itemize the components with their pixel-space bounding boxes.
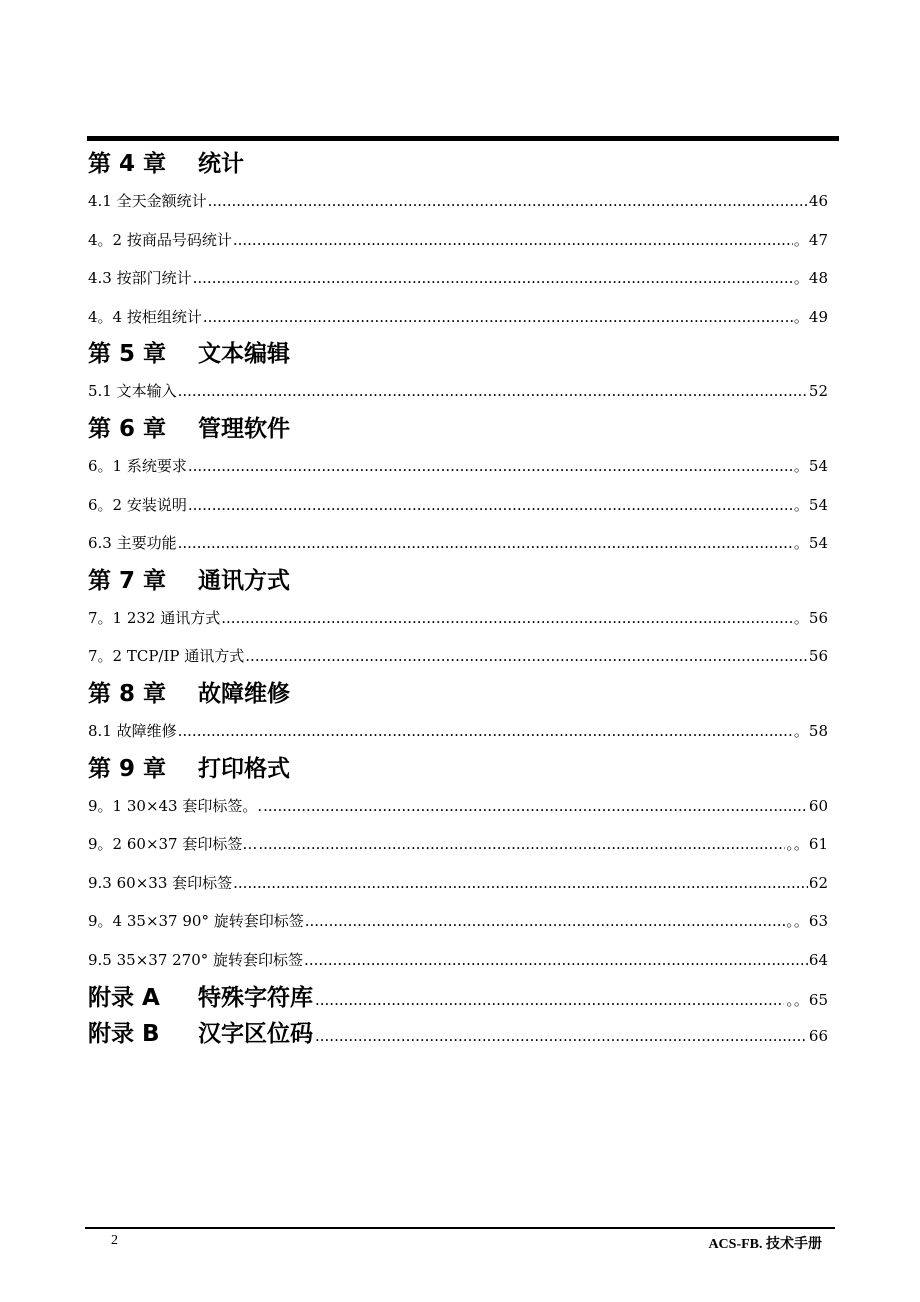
- toc-entry[interactable]: [88, 864, 828, 903]
- dot-leader: [208, 182, 808, 221]
- toc-entry[interactable]: [88, 259, 828, 298]
- page-number: 。54: [793, 495, 828, 514]
- entry-label: 8.1 故障维修: [88, 721, 177, 740]
- entry-label: 6。1 系统要求: [88, 456, 187, 475]
- toc-chapter[interactable]: [88, 751, 828, 787]
- chapter-title: 打印格式: [198, 755, 290, 782]
- dot-leader: [178, 712, 793, 751]
- chapter-title: 特殊字符库: [198, 984, 313, 1011]
- dot-leader: [305, 902, 786, 941]
- footer-page-number: 2: [111, 1233, 118, 1248]
- page-number: 。56: [793, 608, 828, 627]
- toc-entry[interactable]: [88, 372, 828, 411]
- toc-chapter[interactable]: [88, 1016, 828, 1052]
- chapter-number: 第 6 章: [88, 415, 167, 442]
- toc-entry[interactable]: [88, 787, 828, 826]
- page-number: 。54: [793, 456, 828, 475]
- dot-leader: [203, 298, 793, 337]
- toc-chapter[interactable]: [88, 411, 828, 447]
- page-number: 62: [808, 873, 828, 892]
- chapter-title: 汉字区位码: [198, 1020, 313, 1047]
- entry-label: 9.5 35×37 270° 旋转套印标签: [88, 950, 304, 969]
- footer-rule: [85, 1227, 835, 1229]
- entry-label: 9。4 35×37 90° 旋转套印标签: [88, 912, 304, 931]
- top-rule: [87, 136, 839, 141]
- page-number: 52: [808, 382, 828, 401]
- page-number: 。。61: [786, 835, 828, 854]
- dot-leader: [188, 447, 793, 486]
- toc-entry[interactable]: [88, 599, 828, 638]
- toc-entry[interactable]: [88, 298, 828, 337]
- chapter-number: 附录 B: [88, 1020, 160, 1047]
- entry-label: 4。2 按商品号码统计: [88, 230, 232, 249]
- page-number: 。。63: [786, 912, 828, 931]
- toc-entry[interactable]: [88, 447, 828, 486]
- page-number: 。54: [793, 534, 828, 553]
- page-number: 。49: [793, 307, 828, 326]
- toc-entry[interactable]: [88, 221, 828, 260]
- entry-label: 4。4 按柜组统计: [88, 307, 202, 326]
- table-of-contents: [88, 146, 828, 1052]
- dot-leader: [258, 825, 785, 864]
- entry-label: 6.3 主要功能: [88, 534, 177, 553]
- toc-entry[interactable]: [88, 182, 828, 221]
- page-number: 。58: [793, 721, 828, 740]
- toc-chapter[interactable]: [88, 676, 828, 712]
- entry-label: 5.1 文本输入: [88, 382, 177, 401]
- page-number: 。。65: [786, 990, 828, 1009]
- chapter-number: 附录 A: [88, 984, 160, 1011]
- page-number: 64: [808, 950, 828, 969]
- entry-label: 7。1 232 通讯方式: [88, 608, 221, 627]
- toc-entry[interactable]: [88, 902, 828, 941]
- page-number: 56: [808, 647, 828, 666]
- entry-label: 9.3 60×33 套印标签: [88, 873, 233, 892]
- page-number: 46: [808, 192, 828, 210]
- entry-label: 4.3 按部门统计: [88, 269, 192, 288]
- footer-doc-title: ACS-FB. 技术手册: [708, 1237, 822, 1252]
- toc-entry[interactable]: [88, 941, 828, 980]
- dot-leader: [221, 599, 793, 638]
- chapter-title: 统计: [198, 151, 244, 177]
- page-number: 66: [808, 1026, 828, 1045]
- entry-label: 9。2 60×37 套印标签…: [88, 835, 258, 854]
- entry-label: 4.1 全天金额统计: [88, 192, 207, 210]
- chapter-number: 第 4 章: [88, 151, 167, 177]
- toc-entry[interactable]: [88, 712, 828, 751]
- dot-leader: [178, 372, 808, 411]
- dot-leader: [245, 637, 808, 676]
- toc-chapter[interactable]: [88, 336, 828, 372]
- dot-leader: [178, 524, 793, 563]
- chapter-number: 第 8 章: [88, 680, 167, 707]
- toc-chapter[interactable]: [88, 980, 828, 1016]
- dot-leader: [233, 221, 793, 260]
- entry-label: 9。1 30×43 套印标签。.: [88, 796, 263, 815]
- dot-leader: [188, 486, 793, 525]
- chapter-number: 第 7 章: [88, 567, 167, 594]
- toc-entry[interactable]: [88, 637, 828, 676]
- toc-chapter[interactable]: [88, 146, 828, 182]
- toc-chapter[interactable]: [88, 563, 828, 599]
- entry-label: 7。2 TCP/IP 通讯方式: [88, 647, 245, 666]
- page-number: 。48: [793, 269, 828, 288]
- dot-leader: [193, 259, 793, 298]
- dot-leader: [263, 787, 808, 826]
- chapter-title: 文本编辑: [198, 341, 290, 368]
- chapter-title: 通讯方式: [198, 567, 290, 594]
- page-number: 。47: [793, 230, 828, 249]
- chapter-title: 故障维修: [198, 680, 290, 707]
- dot-leader: [304, 941, 808, 980]
- toc-entry[interactable]: [88, 524, 828, 563]
- dot-leader: [233, 864, 808, 903]
- chapter-title: 管理软件: [198, 415, 290, 442]
- toc-entry[interactable]: [88, 825, 828, 864]
- dot-leader: [315, 982, 784, 1018]
- entry-label: 6。2 安装说明: [88, 495, 187, 514]
- dot-leader: [315, 1018, 807, 1054]
- chapter-number: 第 9 章: [88, 755, 167, 782]
- chapter-number: 第 5 章: [88, 341, 167, 368]
- page-number: 60: [808, 796, 828, 815]
- toc-entry[interactable]: [88, 486, 828, 525]
